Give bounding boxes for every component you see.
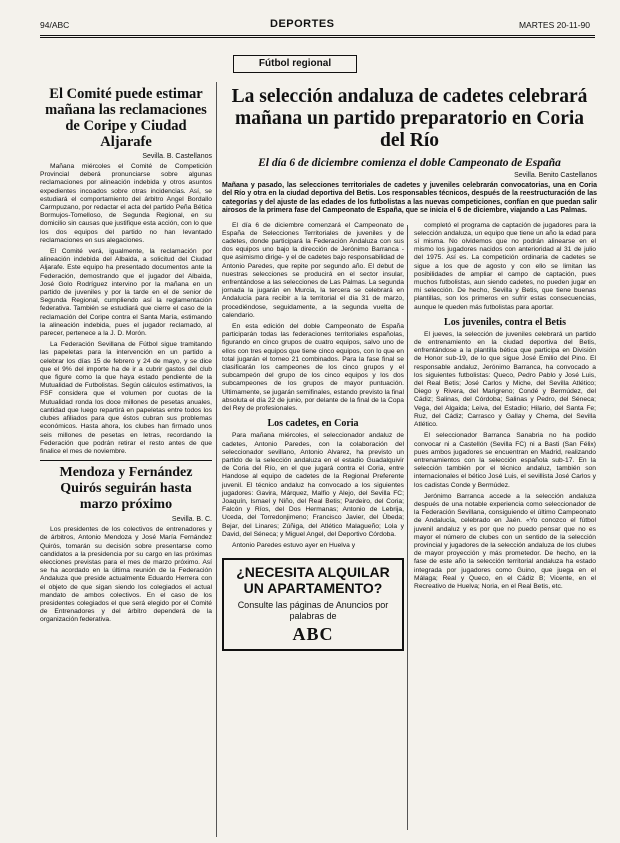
section-box: Fútbol regional (233, 55, 357, 73)
abc-logo: ABC (292, 624, 334, 645)
main-article-lead: Mañana y pasado, las selecciones territoriales de cadetes y juveniles celebrarán convocatorias, una en Coria del Río y otra en la ciudad deportiva del Betis. Los responsables técnicos, después de la reestructuración de las categorías y del ajuste de las edades de los futbolistas a las nuevas competiciones, confían en que puedan salir airosos de la primera fase del Campeonato de España, que se inicia el 6 de diciembre, viajando a Las Palmas. (222, 182, 597, 215)
col1-paragraph: En esta edición del doble Campeonato de España participarán todas las federaciones territoriales españolas, figurando en cinco grupos de cuatro equipos, salvo uno de ellos con tres equipos que tiene cinco equipos, con lo que en total jugarán el torneo 21 combinados. Para la fase final se clasificarán los campeones de los cinco grupos y el subcampeón del grupo de los cinco equipos y los dos subcampeones de los grupos de mayor puntuación. Ultimamente, se jugarán semifinales, estando previsto la final absoluta el día 22 de junio, por delante de la final de la Copa del Rey de profesionales. (222, 323, 404, 413)
article-divider (40, 460, 212, 461)
article2-byline: Sevilla. B. C. (171, 516, 212, 524)
col2-paragraph: El jueves, la selección de juveniles celebrará un partido de entrenamiento en la ciudad deportiva del Betis, enfrentándose a la plantilla bética que participa en División de Honor sub-19, de lo que sigue José Emilio del Pino. El responsable andaluz, Jerónimo Barranca, ha convocado a los siguientes futbolistas: Queco, Pedro Pablo y José Luis, del Real Betis; José Carlos y Miche, del Sevilla Atlético; Diego y Rivera, del Marigreno; Condé y Bermúdez, del Cádiz; Salinas, del Córdoba; Salinas y Pedro, del Séneca; Vega, del Algaida; Leiva, del Estadio; Hilario, del Santa Fe; Ruz, del Cádiz; Carrasco y Gallay y Chema, del Sevilla Atlético. (414, 330, 596, 429)
col1-paragraph: El día 6 de diciembre comenzará el Campeonato de España de Selecciones Territoriales de juveniles y de cadetes, donde participará la Federación Andaluza con sus dos equipos uno bajo la dirección de Jerónimo Barranca -que asimismo dirige- y el de cadetes bajo responsabilidad de Antonio Paredes, que repite por segundo año. El debut de nuestras selecciones se producirá en el sector insular, enfrentándose a las selecciones de Las Palmas. La segunda jornada la jugarán en Murcia, la tercera se celebrará en Andalucía para recibir a la territorial el día 31 de marzo, procediéndose, seguidamente, a la segunda vuelta de calendario. (222, 221, 404, 319)
col2-crosshead: Los juveniles, contra el Betis (444, 316, 566, 328)
article2-title: Mendoza y Fernández Quirós seguirán hasta marzo próximo (59, 465, 193, 513)
col1-crosshead: Los cadetes, en Coria (267, 418, 359, 430)
page-number: 94/ABC (40, 20, 70, 30)
article1-byline: Sevilla. B. Castellanos (142, 153, 212, 160)
header-rule (40, 35, 595, 36)
col2-paragraph: completó el programa de captación de jugadores para la selección andaluza, un equipo que tiene un año la edad para sí misma. No olvidemos que no podrán alinearse en el mismo los jugadores nacidos con anterioridad al 31 de julio del 1975. Así es. La competición ordinaria de cadetes se sigue a los que de agosto y con ello se limitan las posibilidades de ampliar el campo de captación, pues muchos futbolistas, aun siendo cadetes, no pueden jugar en mi selección. De hecho, Sevilla y Betis, que tiene buenas plantillas, son los primeros en sufrir estas consecuencias, aunque le queden más futbolistas para aportar. (414, 221, 596, 311)
header-rule-thin (40, 37, 595, 38)
main-article-title: La selección andaluza de cadetes celebrará mañana un partido preparatorio en Coria del Río (231, 86, 588, 151)
page-header (40, 20, 590, 32)
main-article-byline: Sevilla. Benito Castellanos (514, 172, 597, 179)
ad-headline: ¿NECESITA ALQUILAR UN APARTAMENTO? (236, 564, 390, 597)
section-name: DEPORTES (270, 18, 335, 30)
column-divider (216, 82, 217, 837)
issue-date: MARTES 20-11-90 (518, 20, 590, 30)
col1-paragraph: Antonio Paredes estuvo ayer en Huelva y (232, 541, 356, 549)
main-article-col2 (414, 222, 596, 652)
article1-paragraph: Mañana miércoles el Comité de Competición Provincial deberá pronunciarse sobre algunas reclamaciones por alineación indebida y otros asuntos expedientes incoados sobre otras incidencias. Así, se estudiará el comportamiento del árbitro Angel Bordallo Carmpuzano, por redactar el acta del partido Peña Bética Bormujos-Tomelloso, de Segunda Regional, en su domicilio sin causas que justifique esta acción, con lo que los dos equipos del partido no han levantado reclamaciones en sus alegaciones. (40, 163, 212, 244)
classified-ad (222, 558, 404, 651)
left-column (40, 86, 212, 628)
main-article-columns (222, 222, 597, 652)
article1-paragraph: La Federación Sevillana de Fútbol sigue tramitando las papeletas para la intervención en un partido a celebrar los días 15 de febrero y 24 de mayo, y se dice que el 9% del importe ha de ir a cubrir gastos del club que figure como la que haya estado pendiente de la Mutualidad de Futbolistas. Según cálculos estimativos, la FSF considera que el volumen por cuotas de la Mutualidad ronda los doce millones de pesetas anuales, cantidad que luego repartirá en papeletas entre todos los clubes afiliados para que éstos cubran sus problemas económicos. Hasta ahora, los clubes han firmado unos seis millones de pesetas en letras, recordando la Federación que podrán retirar el resto antes de que finalice el mes de noviembre. (40, 341, 212, 455)
col1-paragraph: Para mañana miércoles, el seleccionador andaluz de cadetes, Antonio Paredes, con la colaboración del seleccionador sevillano, Antonio Alvarez, ha previsto un partido de la selección andaluza en el estadio Guadalquivir de Coria del Río, en el que jugará contra el Coria, entre Handose al equipo de cadetes de la Regional Preferente juvenil. El técnico andaluz ha convocado a los siguientes jugadores: Gavira, Márquez, Malfio y Alejo, del Sevilla FC; Joaquín, Ismael y Niño, del Real Betis; Pardeiro, del Coria; Falcón y Ríos, del Dos Hermanas; Antonio de Lebrija, Uceda, del Torredonjimeno; Francisco Javier, del Úbeda; Bejar, del Linares; Zúñiga, del Atlético Malagueño; Lola y David, del Séneca; y Miguel Angel, del Deportivo Córdoba. (222, 432, 404, 538)
article1-paragraph: El Comité verá, igualmente, la reclamación por alineación indebida del Albaida, a solicitud del Ciudad Aljarafe. Este equipo ha presentado documentos ante la Federación, demostrando que el jugador del Albaida, José Golo Rodríguez intervino por la mañana en un partido de juveniles y por la tarde en el de senior de Segunda Regional, cumpliendo así la reglamentación federativa. También se estudiará que cierre el caso de la reclamación del Coripe contra el Santa María, estimando la alineación indebida, pues el jugador reclamado, al parecer, pertenece a la J. D. Morón. (40, 248, 212, 338)
main-article (222, 86, 597, 651)
main-article-subtitle: El día 6 de diciembre comienza el doble Campeonato de España (258, 157, 561, 169)
article2-paragraph: Los presidentes de los colectivos de entrenadores y de árbitros, Antonio Mendoza y José María Fernández Quirós, tomarán su decisión sobre presentarse como candidatos a la presidencia por su cargo en las próximas elecciones previstas para el mes de marzo próximo. Así se ha acordado en la última reunión de la Federación Andaluza que preside actualmente Eduardo Herrera con el objeto de que sigan siendo los colegiados el actual mandato de ambos colectivos. En el caso de los presidentes colegiados el que será elegido por el Comité de Entrenadores y del árbitro dependerá de la organización federativa. (40, 526, 212, 624)
ad-body: Consulte las páginas de Anuncios por palabras de (237, 600, 389, 622)
col2-paragraph: Jerónimo Barranca accede a la selección andaluza después de una notable experiencia como seleccionador de la Federación Sevillana, consiguiendo el último Campeonato de Andalucía, celebrado en Jaén. «Yo conozco el fútbol juvenil andaluz y es por que no puedo pensar que no es mayor el número de clubes con un sentido de la selección provincial y jugadores de la selección andaluza de los clubes de mayor proyección y más prometedor. De hecho, en la fase de este año la selección territorial andaluza ha estado integrada por jugadores como Guino, que juega en el Málaga; Real y Queco, en el Cádiz B; Vicente, en el Recreativo de Huelva; Noria, en el Real Betis, etc. (414, 492, 596, 590)
col2-paragraph: El seleccionador Barranca Sanabria no ha podido convocar ni a Castellón (Sevilla FC) ni a Basti (San Félix) pues ambos jugadores se encuentran en Madrid, realizando entrenamientos con la selección española sub-17. En la selección también por el técnico andaluz, también son internacionales el bético José Luis, el sevillista José Carlos y los cadistas Conde y Bermúdez. (414, 432, 596, 489)
main-article-col1 (222, 222, 404, 652)
article1-title: El Comité puede estimar mañana las reclamaciones de Coripe y Ciudad Aljarafe (45, 86, 207, 150)
